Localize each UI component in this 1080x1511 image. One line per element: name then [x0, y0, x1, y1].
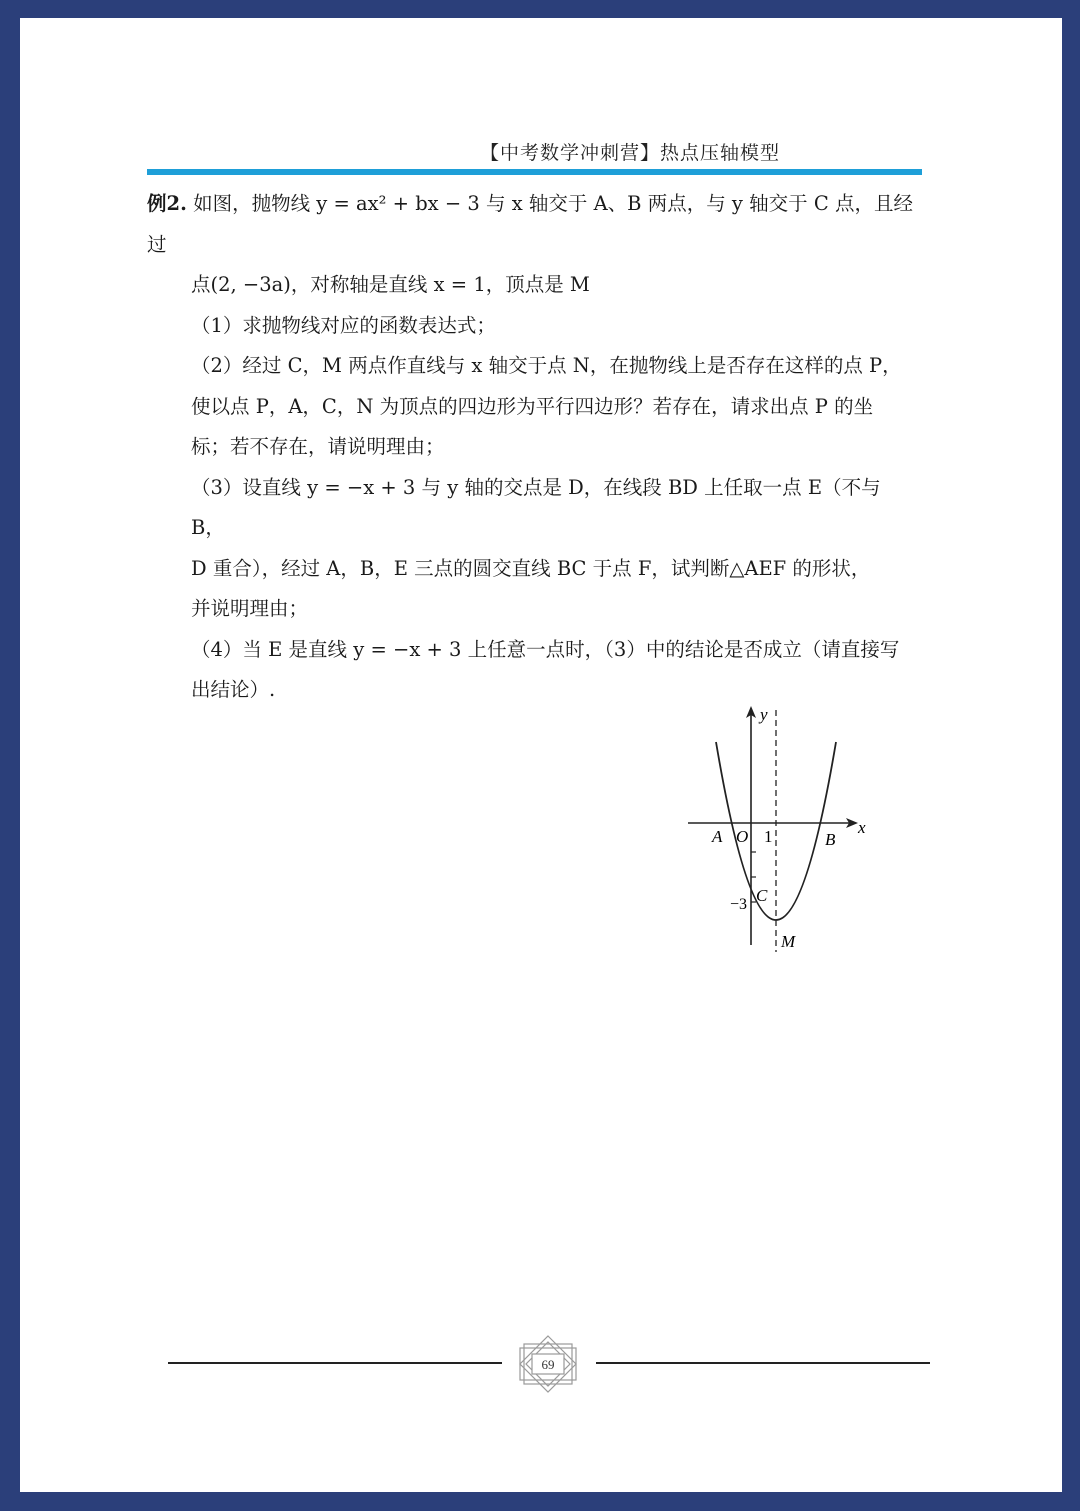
- x-axis-label: x: [858, 818, 866, 837]
- header-rule: [147, 169, 922, 175]
- question-2-line2: 使以点 P，A，C，N 为顶点的四边形为平行四边形？若存在，请求出点 P 的坐: [191, 394, 874, 418]
- point-a-label: A: [712, 827, 723, 846]
- question-3-line1: （3）设直线 y = −x + 3 与 y 轴的交点是 D，在线段 BD 上任取一点 E（不与 B，: [191, 475, 881, 539]
- y-axis-label: y: [760, 705, 768, 724]
- point-c-label: C: [756, 886, 768, 905]
- problem-label: 例2.: [147, 192, 187, 215]
- question-3-line2: D 重合），经过 A，B，E 三点的圆交直线 BC 于点 F，试判断△AEF 的形状，: [191, 556, 871, 580]
- problem-intro-line1: [147, 184, 917, 265]
- footer-line-left: [168, 1362, 502, 1364]
- question-2-line3: 标；若不存在，请说明理由；: [191, 435, 445, 458]
- header-title: 【中考数学冲刺营】热点压轴模型: [480, 142, 781, 164]
- question-4-line1: （4）当 E 是直线 y = −x + 3 上任意一点时，（3）中的结论是否成立（请直接写: [191, 637, 900, 661]
- point-m-label: M: [781, 932, 796, 951]
- question-2-line1: （2）经过 C，M 两点作直线与 x 轴交于点 N，在抛物线上是否存在这样的点 P，: [191, 354, 902, 377]
- page-number: 69: [541, 1357, 555, 1372]
- point-o-label: O: [736, 827, 749, 846]
- question-4-line2: 出结论）.: [191, 678, 276, 701]
- question-3-line3: 并说明理由；: [191, 597, 309, 620]
- question-1: （1）求抛物线对应的函数表达式；: [191, 313, 496, 337]
- footer-line-right: [596, 1362, 930, 1364]
- parabola-figure: [680, 700, 880, 955]
- tick-neg3-label: −3: [730, 896, 748, 913]
- problem-content: [147, 184, 917, 711]
- tick-1-label: 1: [764, 827, 773, 846]
- problem-intro-text: 如图，抛物线 y = ax² + bx − 3 与 x 轴交于 A、B 两点，与 y 轴交于 C 点，且经过: [147, 192, 913, 256]
- page-number-badge: [516, 1334, 580, 1394]
- point-b-label: B: [825, 830, 836, 849]
- problem-intro-line2: 点(2, −3a)，对称轴是直线 x = 1，顶点是 M: [191, 273, 590, 296]
